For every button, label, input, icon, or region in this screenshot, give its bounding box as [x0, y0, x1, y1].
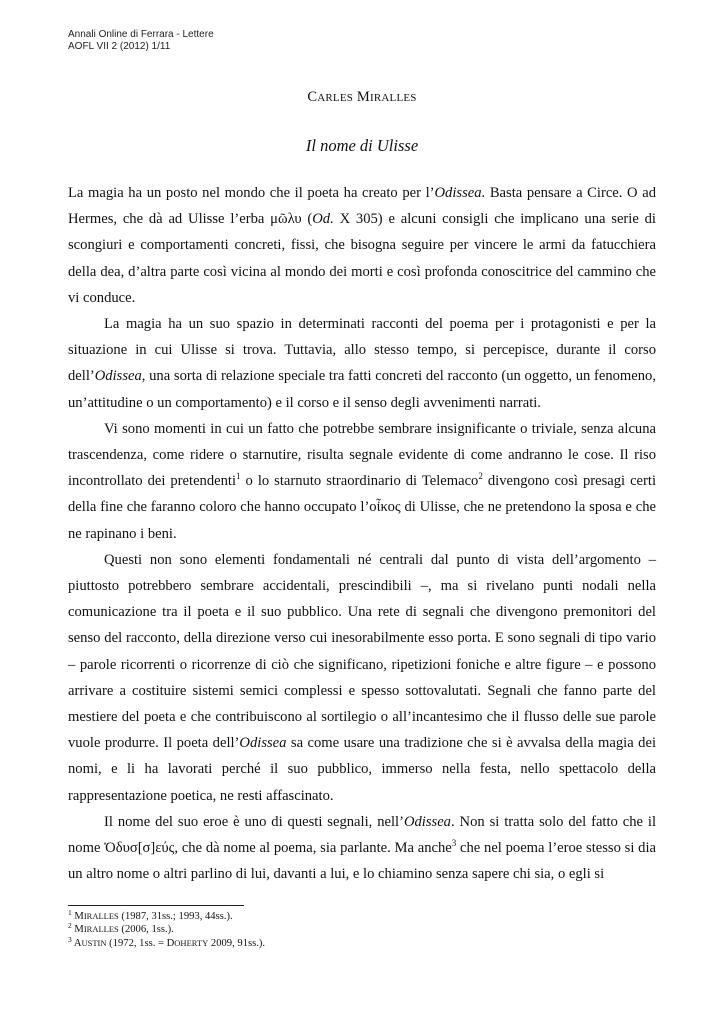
footnote-ref-2: 2 [478, 471, 483, 482]
footnote-ref-1: 1 [236, 471, 241, 482]
paragraph-1: La magia ha un posto nel mondo che il poeta ha creato per l’Odissea. Basta pensare a Circe. O ad Hermes, che dà ad Ulisse l’erba μῶλυ (Od. X 305) e alcuni consigli che implicano una serie di scongiuri e comportamenti concreti, fissi, che bisogna seguire per vincere le armi da fatucchiera della dea, d’altra parte così vicina al mondo dei morti e così profonda conoscitrice del cammino che vi conduce. [68, 185, 656, 306]
journal-name: Annali Online di Ferrara - Lettere [68, 29, 214, 40]
footnote-2: $^2$ MIRALLES (2006, 1ss.). [68, 921, 174, 936]
author-name: CARLES MIRALLES [307, 89, 417, 105]
article-title: Il nome di Ulisse [305, 136, 419, 155]
paragraph-4: Questi non sono elementi fondamentali né centrali dal punto di vista dell’argomento – piuttosto potrebbero sembrare accidentali, prescindibili –, ma si rivelano punti nodali nella comunicazione tra il poeta e il suo pubblico. Una rete di segnali che divengono premonitori del senso del racconto, della direzione verso cui inesorabilmente esso porta. E sono segnali di tipo vario – parole ricorrenti o ricorrenze di ciò che significano, ripetizioni foniche e altre figure – e possono arrivare a costituire sistemi semici complessi e spesso sottovalutati. Segnali che fanno parte del mestiere del poeta e che contribuiscono al sortilegio o all’incantesimo che il flusso delle sue parole vuole produrre. Il poeta dell’Odissea sa come usare una tradizione che si è avvalsa della magia dei nomi, e li ha lavorati perché il suo pubblico, immerso nella festa, nello spettacolo della rappresentazione poetica, ne resti affascinato. [68, 551, 656, 804]
footnote-ref-3: 3 [451, 838, 457, 849]
running-header [68, 29, 214, 53]
footnote-1: $^1$ MIRALLES (1987, 31ss.; 1993, 44ss.). [68, 908, 233, 922]
footnotes [68, 910, 265, 950]
issue-reference: AOFL VII 2 (2012) 1/11 [68, 41, 171, 52]
footnote-3: $^3$ AUSTIN (1972, 1ss. = DOHERTY 2009, 91ss.). [68, 934, 266, 949]
article-body [68, 180, 656, 887]
paragraph-3: Vi sono momenti in cui un fatto che potrebbe sembrare insignificante o triviale, senza alcuna trascendenza, come ridere o starnutire, risulta segnale evidente di come andranno le cose. Il riso incontrollato dei pretendenti$^1$ o lo starnuto straordinario di Telemaco$^2$ divengono così presagi certi della fine che faranno coloro che hanno occupato l’οἶκος di Ulisse, che ne pretendono la sposa e che ne rapinano i beni. [68, 420, 657, 542]
paragraph-5: Il nome del suo eroe è uno di questi segnali, nell’Odissea. Non si tratta solo del fatto che il nome Ὀδυσ[σ]εύς, che dà nome al poema, sia parlante. Ma anche$^3$ che nel poema l’eroe stesso si dia un altro nome o altri parlino di lui, davanti a lui, e lo chiamino senza sapere chi sia, o egli si [68, 813, 657, 883]
paragraph-2: La magia ha un suo spazio in determinati racconti del poema per i protagonisti e per la situazione in cui Ulisse si trova. Tuttavia, allo stesso tempo, si percepisce, durante il corso dell’Odissea, una sorta di relazione speciale tra fatti concreti del racconto (un oggetto, un fenomeno, un’attitudine o un comportamento) e il corso e il senso degli avvenimenti narrati. [68, 316, 656, 411]
footnote-divider [68, 905, 244, 906]
